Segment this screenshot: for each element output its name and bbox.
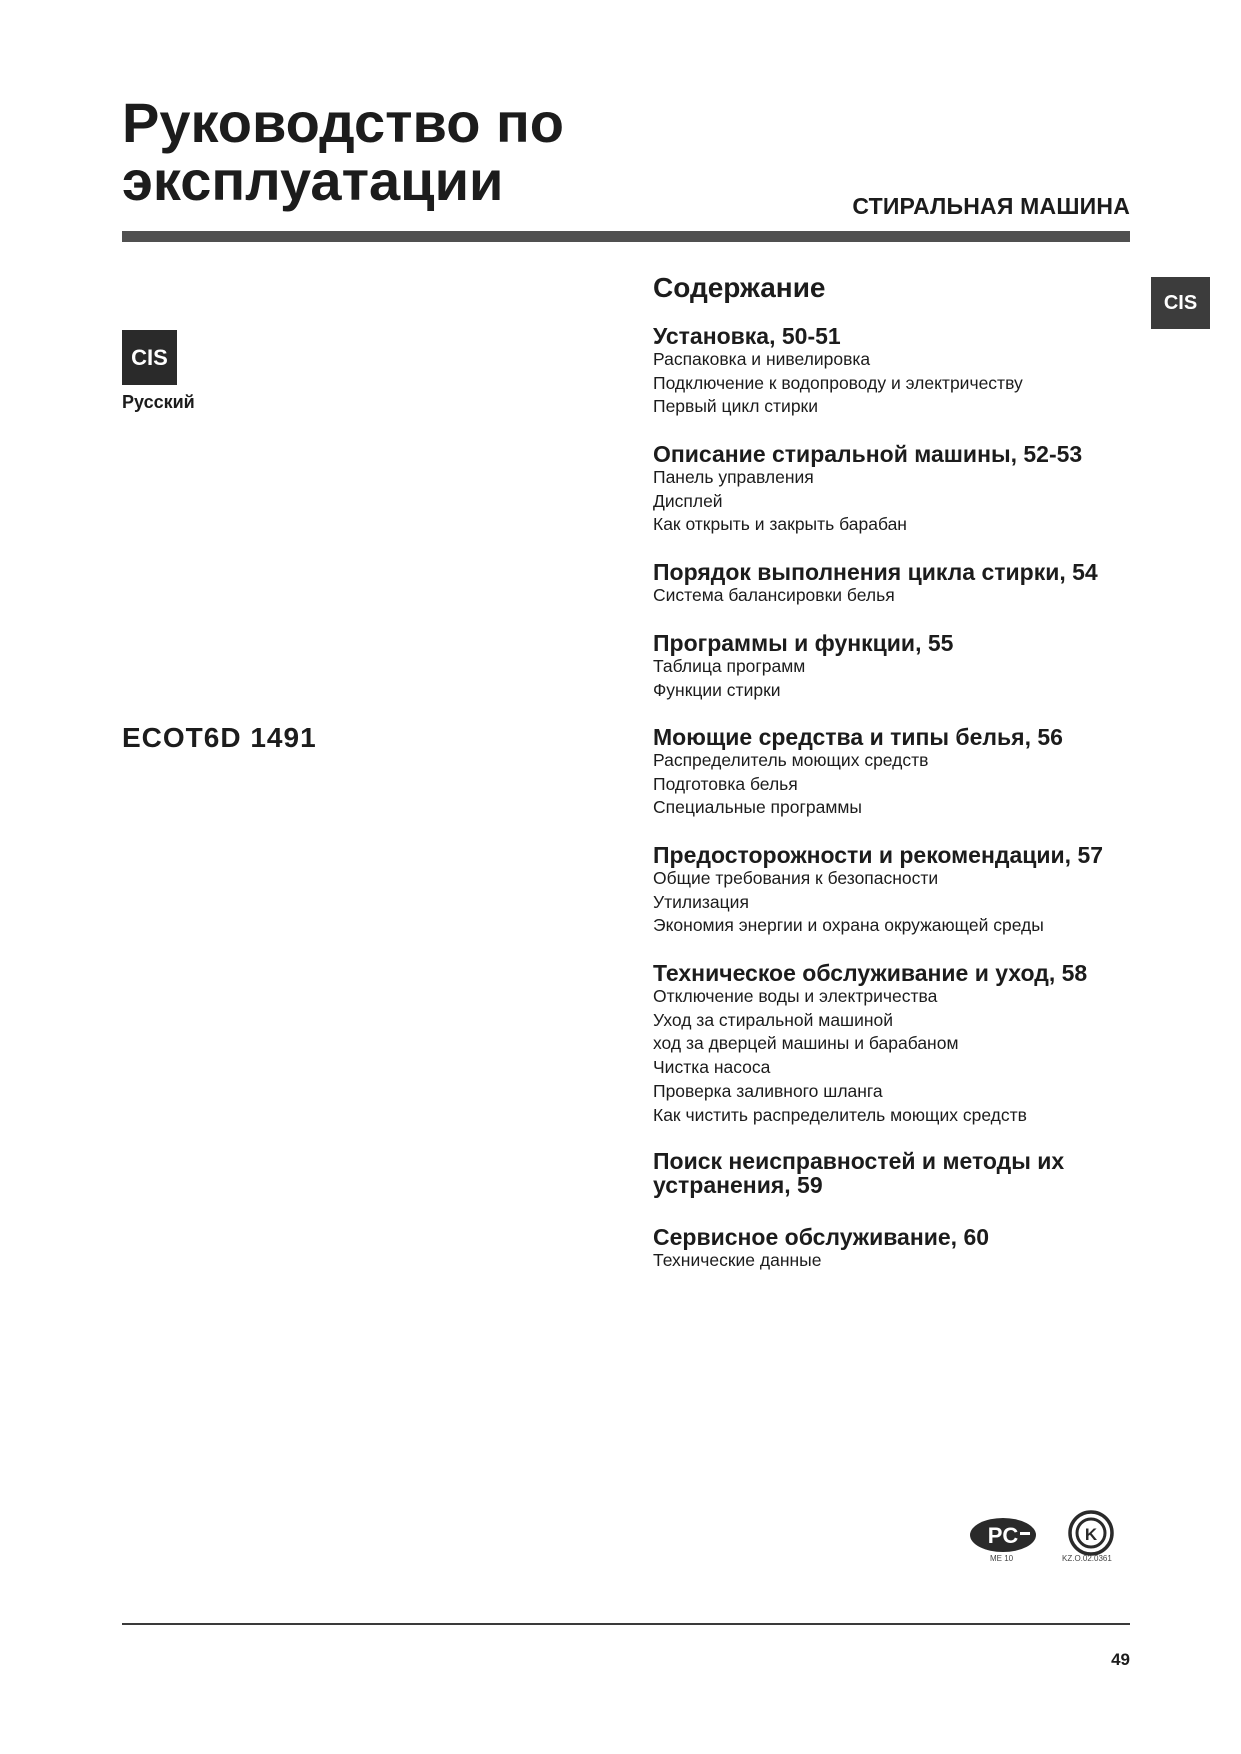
header-divider [122, 231, 1130, 242]
svg-text:PC: PC [987, 1523, 1019, 1548]
toc-item: Как чистить распределитель моющих средств [653, 1104, 1027, 1125]
toc-item: Дисплей [653, 490, 723, 511]
toc-item: Распределитель моющих средств [653, 750, 929, 770]
page-title [122, 91, 565, 212]
toc-section-installation [653, 324, 1143, 419]
toc-section-title: Установка, 50-51 [653, 323, 841, 349]
page-title-line-1: Руководство по [122, 91, 565, 154]
toc-section-wash-cycle [653, 560, 1143, 608]
toc-item: Экономия энергии и охрана окружающей среды [653, 915, 1044, 936]
toc-item: Как открыть и закрыть барабан [653, 514, 907, 535]
toc-section-title: Порядок выполнения цикла стирки, 54 [653, 559, 1098, 585]
toc-heading: Содержание [653, 272, 826, 303]
toc-item: Функции стирки [653, 679, 781, 700]
toc-section-maintenance [653, 961, 1143, 1127]
toc-section-service [653, 1225, 1143, 1273]
toc-item: Специальные программы [653, 797, 862, 818]
toc-section-title: Сервисное обслуживание, 60 [653, 1224, 990, 1250]
toc-item: Уход за стиральной машиной [653, 1009, 894, 1030]
toc-item: Общие требования к безопасности [653, 868, 939, 888]
kz-logo-icon [1060, 1510, 1122, 1556]
toc-section-title: Описание стиральной машины, 52-53 [653, 441, 1083, 467]
svg-text:K: K [1084, 1525, 1098, 1544]
toc-item: Подготовка белья [653, 773, 798, 794]
toc-item: Панель управления [653, 467, 814, 487]
toc-item: Технические данные [653, 1250, 822, 1270]
language-name: Русский [122, 392, 195, 412]
toc-section-title: Техническое обслуживание и уход, 58 [653, 960, 1088, 986]
page-number: 49 [1111, 1650, 1130, 1669]
toc-section-troubleshooting [653, 1149, 1143, 1197]
toc-section-description [653, 442, 1143, 537]
toc-item: Утилизация [653, 891, 749, 912]
model-number: ECOT6D 1491 [122, 722, 317, 753]
footer-divider [122, 1623, 1130, 1625]
toc-item: ход за дверцей машины и барабаном [653, 1033, 959, 1054]
toc-item: Чистка насоса [653, 1057, 771, 1078]
toc-section-title: Программы и функции, 55 [653, 630, 954, 656]
toc-item: Подключение к водопроводу и электричеству [653, 372, 1023, 393]
rst-certification-mark [968, 1516, 1038, 1562]
rst-code: ME 10 [990, 1554, 1014, 1563]
toc-section-precautions [653, 843, 1143, 938]
kz-certification-mark [1060, 1510, 1132, 1562]
toc-item: Распаковка и нивелировка [653, 349, 871, 369]
toc-section-detergents [653, 725, 1143, 820]
kz-code: KZ.O.02.0361 [1062, 1554, 1112, 1563]
toc-item: Проверка заливного шланга [653, 1080, 883, 1101]
toc-section-title: Предосторожности и рекомендации, 57 [653, 842, 1104, 868]
toc-section-title: Моющие средства и типы белья, 56 [653, 724, 1063, 750]
toc-item: Система балансировки белья [653, 585, 895, 605]
rst-logo-icon [968, 1516, 1038, 1554]
language-code-badge: CIS [122, 330, 177, 385]
toc-item: Отключение воды и электричества [653, 986, 938, 1006]
toc-item: Таблица программ [653, 656, 806, 676]
product-type: СТИРАЛЬНАЯ МАШИНА [852, 193, 1130, 219]
toc-section-title: устранения, 59 [653, 1172, 823, 1198]
page-title-line-2: эксплуатации [122, 149, 504, 212]
language-side-tab: CIS [1151, 277, 1210, 329]
toc-item: Первый цикл стирки [653, 396, 818, 417]
toc-section-programs [653, 631, 1143, 702]
toc-section-title: Поиск неисправностей и методы их [653, 1148, 1065, 1174]
